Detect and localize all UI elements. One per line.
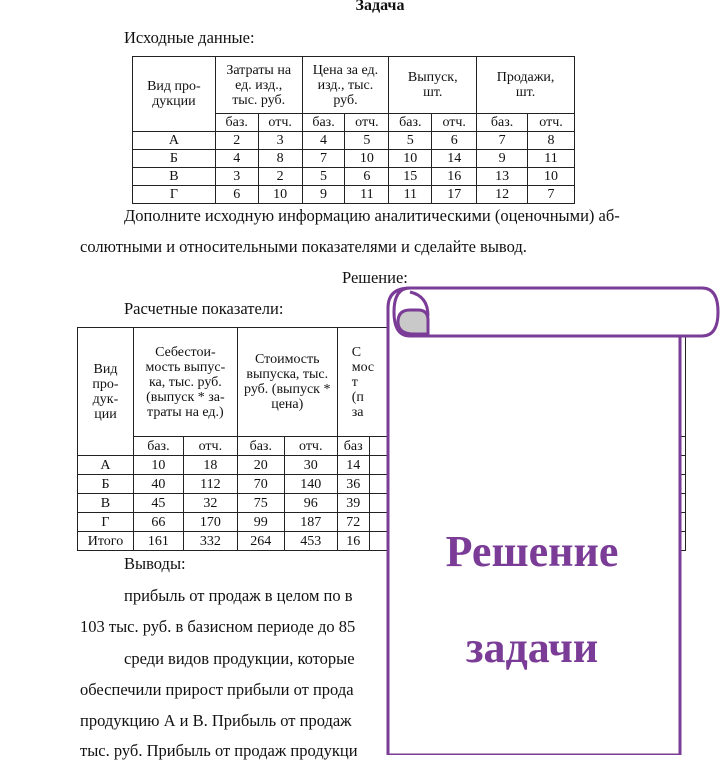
row-label: А — [133, 132, 216, 150]
table-cell: 11 — [389, 186, 432, 204]
banner-line-1: Решение — [445, 527, 619, 576]
sub-header-base: баз. — [302, 114, 345, 132]
conclusion-line-1: прибыль от продаж в целом по в — [124, 586, 353, 605]
table-cell: 11 — [345, 186, 389, 204]
table1-row — [133, 186, 575, 204]
source-data-label: Исходные данные: — [124, 28, 255, 47]
col-header-output: Выпуск, шт. — [389, 57, 477, 114]
banner-line-2: задачи — [465, 623, 599, 672]
table-cell: 14 — [432, 150, 477, 168]
task-text-line-2: солютными и относительными показателями и сделайте вывод. — [80, 237, 527, 256]
table-cell: 6 — [215, 186, 258, 204]
table-cell: 18 — [183, 456, 237, 475]
row-label: А — [78, 456, 134, 475]
conclusion-line-4: обеспечили прирост прибыли от прода — [80, 680, 354, 699]
table-cell: 453 — [284, 532, 337, 551]
table1-row — [133, 168, 575, 186]
table-cell: 13 — [477, 168, 528, 186]
table-cell: 15 — [389, 168, 432, 186]
table-cell: 4 — [302, 132, 345, 150]
conclusion-line-3: среди видов продукции, которые — [124, 649, 355, 668]
scroll-banner-icon — [384, 286, 720, 755]
table-cell: 4 — [215, 150, 258, 168]
table-cell: 161 — [133, 532, 183, 551]
table-cell: 7 — [477, 132, 528, 150]
table-cell: 16 — [337, 532, 369, 551]
col-header-product: Вид про- дукции — [133, 57, 216, 132]
row-label: Б — [133, 150, 216, 168]
table-cell: 10 — [258, 186, 302, 204]
conclusion-line-5: продукцию А и В. Прибыль от продаж — [80, 711, 352, 730]
sub-header-base: баз. — [133, 437, 183, 456]
col-header-cost-of-output: Себестои- мость выпус- ка, тыс. руб. (выпуск * за- траты на ед.) — [133, 328, 237, 437]
table-cell: 140 — [284, 475, 337, 494]
table-cell: 9 — [477, 150, 528, 168]
sub-header-base: баз. — [389, 114, 432, 132]
sub-header-report: отч. — [183, 437, 237, 456]
table-cell: 6 — [345, 168, 389, 186]
table-cell: 75 — [237, 494, 284, 513]
sub-header-report: отч. — [528, 114, 575, 132]
table-cell: 45 — [133, 494, 183, 513]
table-cell: 12 — [477, 186, 528, 204]
sub-header-report: отч. — [258, 114, 302, 132]
col-header-price: Цена за ед. изд., тыс. руб. — [302, 57, 389, 114]
table-cell: 3 — [215, 168, 258, 186]
sub-header-base: баз. — [477, 114, 528, 132]
calc-label: Расчетные показатели: — [124, 299, 284, 318]
table-cell: 2 — [215, 132, 258, 150]
col-header-product: Вид про- дук- ции — [78, 328, 134, 456]
table-cell: 8 — [528, 132, 575, 150]
table-cell: 11 — [528, 150, 575, 168]
conclusion-line-6: тыс. руб. Прибыль от продаж продукци — [80, 741, 358, 760]
table-cell: 40 — [133, 475, 183, 494]
table-cell: 66 — [133, 513, 183, 532]
sub-header-base: баз. — [237, 437, 284, 456]
table-cell: 72 — [337, 513, 369, 532]
table1-row — [133, 150, 575, 168]
sub-header-base: баз — [337, 437, 369, 456]
table-cell: 39 — [337, 494, 369, 513]
row-label: Итого — [78, 532, 134, 551]
table-cell: 17 — [432, 186, 477, 204]
table-cell: 99 — [237, 513, 284, 532]
row-label: В — [78, 494, 134, 513]
table-cell: 10 — [528, 168, 575, 186]
table-cell: 2 — [258, 168, 302, 186]
page-title: Задача — [355, 0, 405, 14]
solution-label: Решение: — [342, 268, 408, 287]
table-cell: 32 — [183, 494, 237, 513]
sub-header-report: отч. — [432, 114, 477, 132]
table-cell: 10 — [345, 150, 389, 168]
table-cell: 112 — [183, 475, 237, 494]
table-cell: 7 — [528, 186, 575, 204]
row-label: Г — [78, 513, 134, 532]
table-cell: 30 — [284, 456, 337, 475]
table-cell: 187 — [284, 513, 337, 532]
table-cell: 7 — [302, 150, 345, 168]
table-cell: 20 — [237, 456, 284, 475]
table-cell: 5 — [345, 132, 389, 150]
table-cell: 10 — [133, 456, 183, 475]
table-cell: 96 — [284, 494, 337, 513]
table-cell: 6 — [432, 132, 477, 150]
table-cell: 264 — [237, 532, 284, 551]
table-cell: 70 — [237, 475, 284, 494]
conclusion-line-2: 103 тыс. руб. в базисном периоде до 85 — [80, 617, 356, 636]
col-header-sales: Продажи, шт. — [477, 57, 575, 114]
table-cell: 5 — [302, 168, 345, 186]
conclusions-label: Выводы: — [124, 554, 186, 573]
col-header-cost: Затраты на ед. изд., тыс. руб. — [215, 57, 302, 114]
sub-header-report: отч. — [345, 114, 389, 132]
table-cell: 14 — [337, 456, 369, 475]
col-header-output-value: Стоимость выпуска, тыс. руб. (выпуск * цена) — [237, 328, 337, 437]
col-header-partial: С мос т (п за — [337, 328, 685, 437]
sub-header-report: отч. — [284, 437, 337, 456]
table-cell: 9 — [302, 186, 345, 204]
table1-row — [133, 132, 575, 150]
table-cell: 36 — [337, 475, 369, 494]
row-label: В — [133, 168, 216, 186]
sub-header-base: баз. — [215, 114, 258, 132]
table-cell: 5 — [389, 132, 432, 150]
table-cell: 8 — [258, 150, 302, 168]
row-label: Б — [78, 475, 134, 494]
source-data-table — [132, 56, 575, 204]
table-cell: 332 — [183, 532, 237, 551]
table-cell: 170 — [183, 513, 237, 532]
table-cell: 16 — [432, 168, 477, 186]
table-cell: 10 — [389, 150, 432, 168]
task-text-line-1: Дополните исходную информацию аналитическими (оценочными) аб- — [124, 206, 620, 225]
table-cell: 3 — [258, 132, 302, 150]
row-label: Г — [133, 186, 216, 204]
